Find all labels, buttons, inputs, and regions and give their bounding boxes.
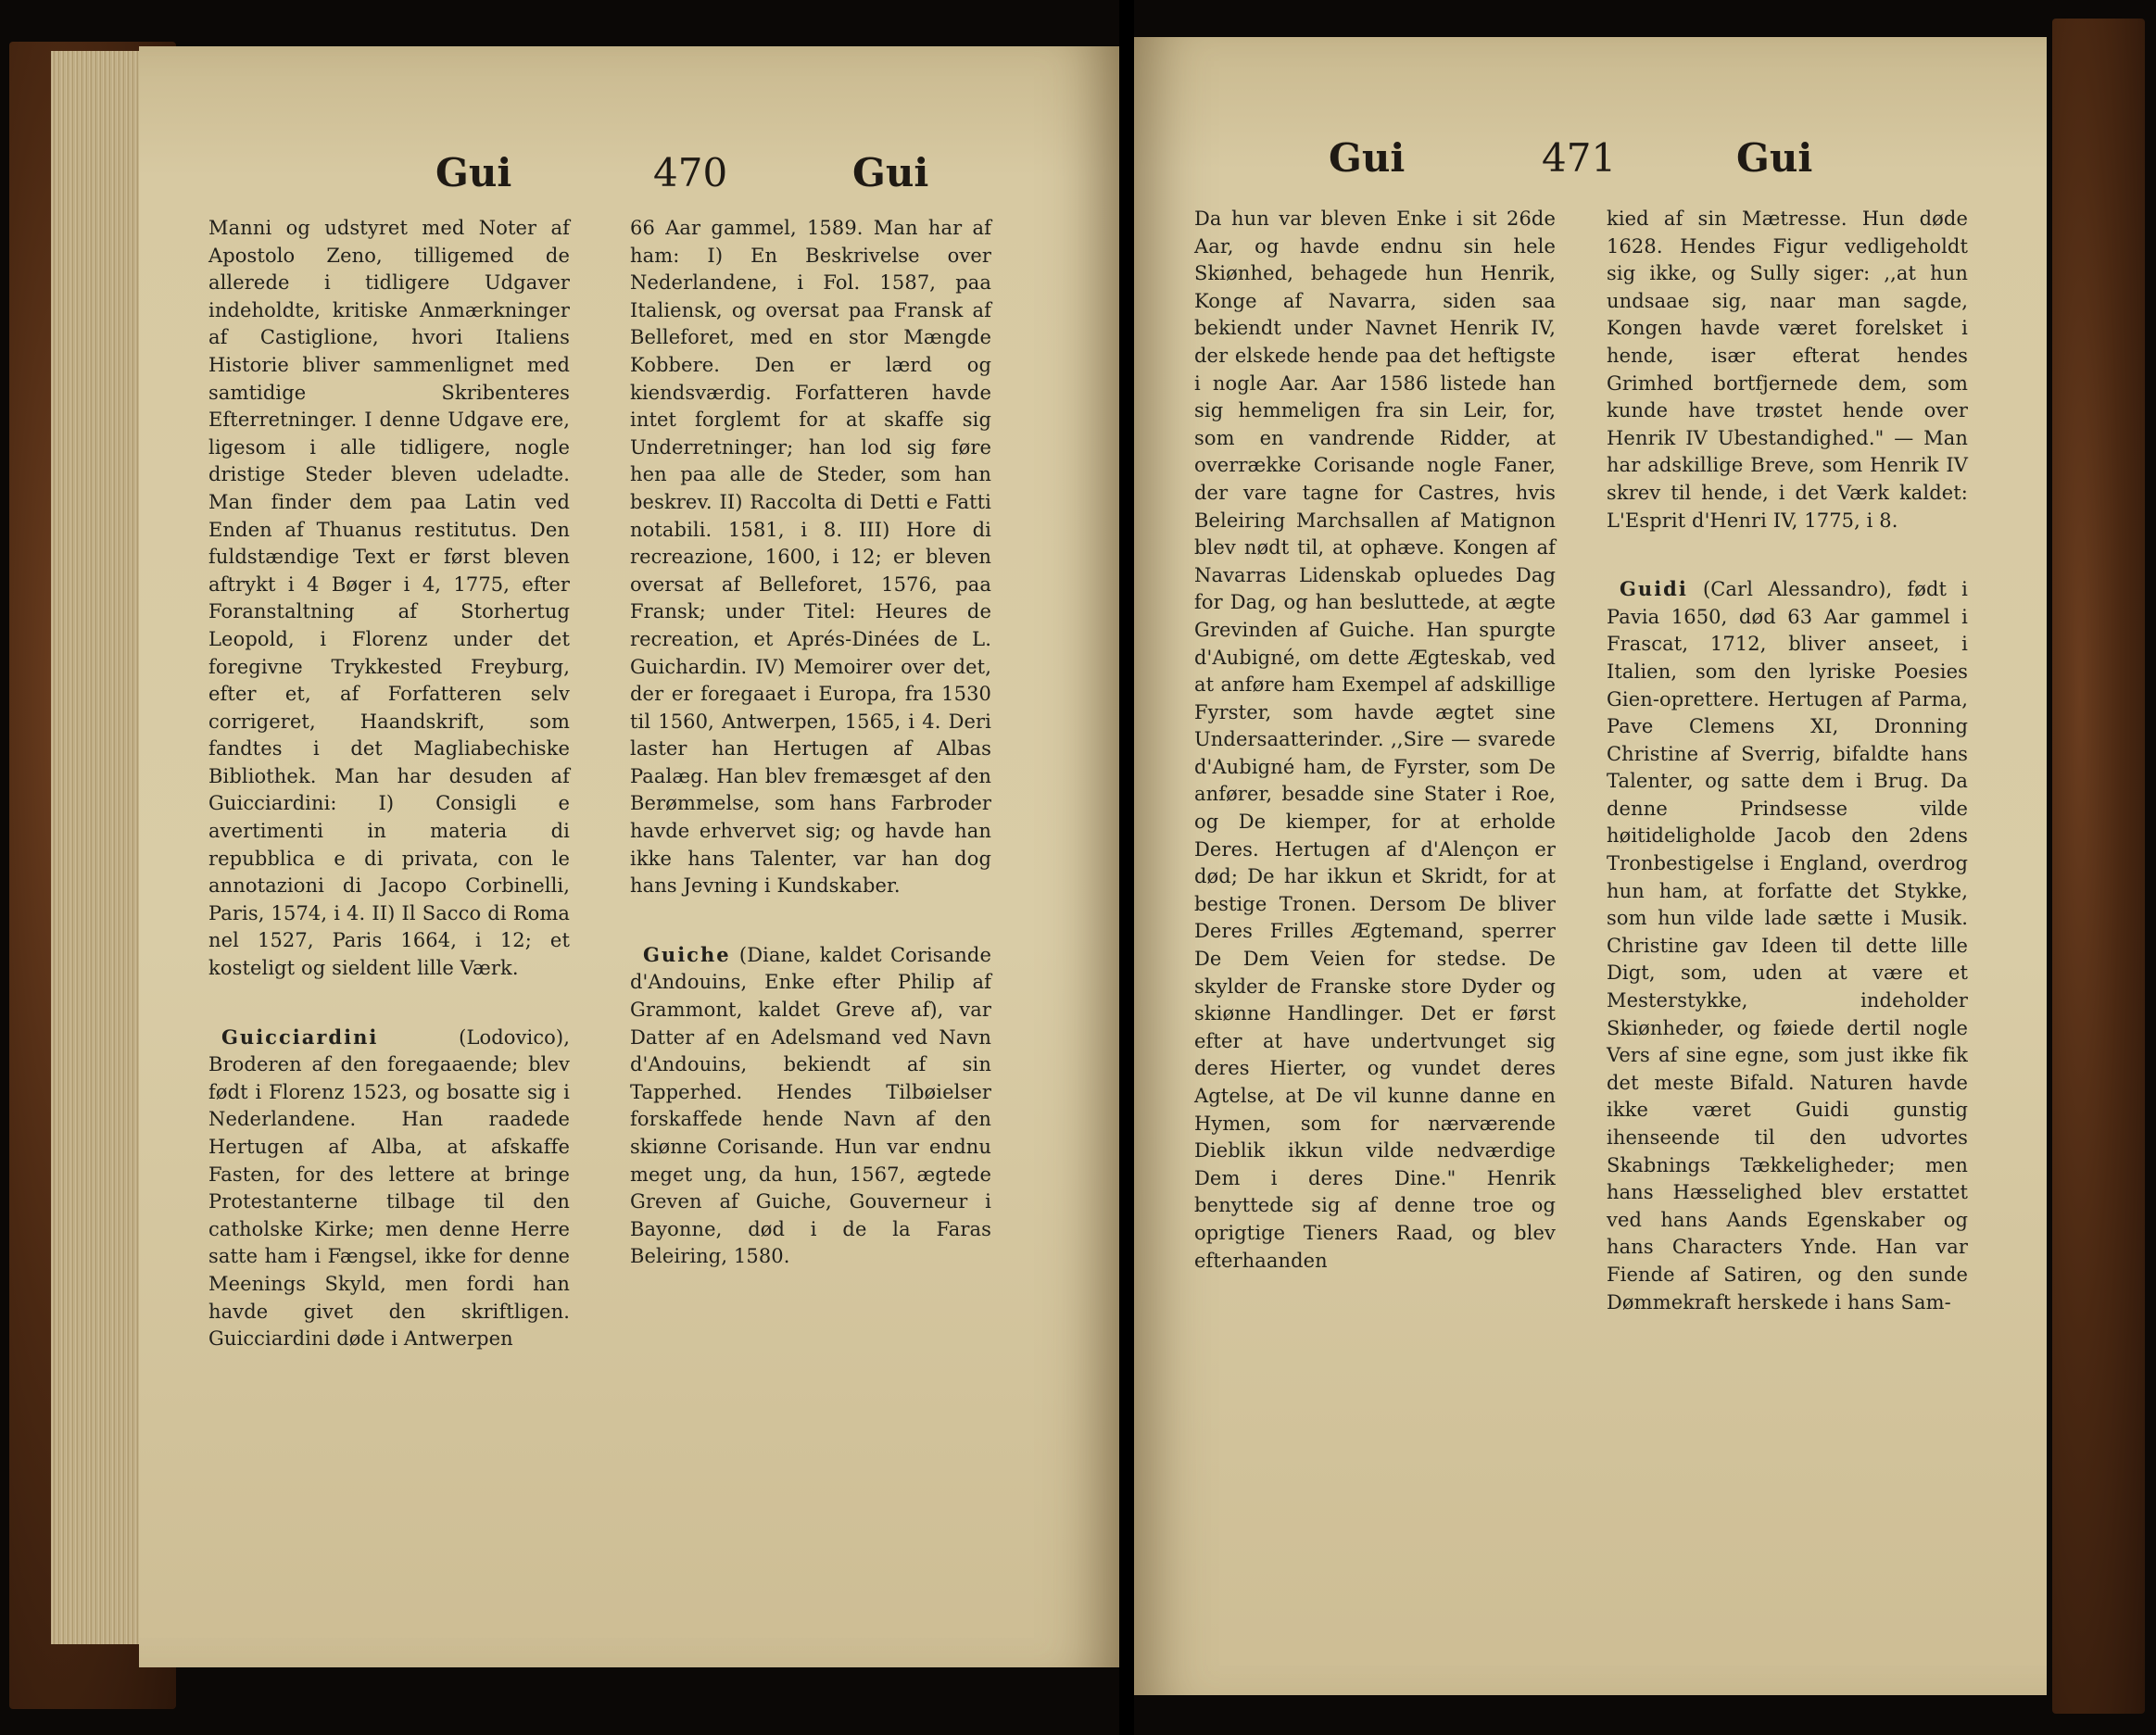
entry-headword: Guicciardini	[221, 1025, 379, 1049]
entry-headword: Guiche	[643, 942, 731, 966]
entry	[208, 1024, 570, 1353]
page-edges	[51, 51, 153, 1644]
page-number: 470	[653, 150, 728, 195]
paragraph: Da hun var bleven Enke i sit 26de Aar, og havde endnu sin hele Skiønhed, behagede hun Henrik, Konge af Navarra, siden saa bekiendt under Navnet Henrik IV, der elskede hende paa det heftigste i nogle Aar. Aar 1586 listede han sig hemmeligen fra sin Leir, for, som en vandrende Ridder, at overrække Corisande nogle Faner, der vare tagne for Castres, hvis Beleiring Marchsallen af Matignon blev nødt til, at ophæve. Kongen af Navarras Lidenskab opluedes Dag for Dag, og han besluttede, at ægte Grevinden af Guiche. Han spurgte d'Aubigné, om dette Ægteskab, ved at anføre ham Exempel af adskillige Fyrster, som havde ægtet sine Undersaatterinder. ,,Sire — svarede d'Aubigné ham, de Fyrster, som De anfører, besadde sine Stater i Roe, og De kiemper, for at erholde Deres. Hertugen af d'Alençon er død; De har ikkun et Skridt, for at bestige Tronen. Dersom De bliver Deres Frilles Ægtemand, sperrer De Dem Veien for stedse. De skylder de Franske store Dyder og skiønne Handlinger. Det er først efter at have undertvunget sig deres Hierter, og vundet deres Agtelse, at De vil kunne danne en Hymen, som for nærværende Dieblik ikkun vilde nedværdige Dem i deres Dine." Henrik benyttede sig af denne troe og oprigtige Tieners Raad, og blev efterhaanden	[1194, 207, 1556, 1272]
entry	[630, 941, 991, 1271]
running-head-left: Gui	[1329, 135, 1406, 181]
leather-cover-right	[2052, 19, 2145, 1714]
page-number: 471	[1542, 135, 1617, 181]
paragraph: Manni og udstyret med Noter af Apostolo Zeno, tilligemed de allerede i tidligere Udgaver indeholdte, kritiske Anmærkninger af Castiglione, hvori Italiens Historie bliver sammenlignet med samtidige Skribenteres Efterretninger. I denne Udgave ere, ligesom i alle tidligere, nogle dristige Steder bleven udeladte. Man finder dem paa Latin ved Enden af Thuanus restitutus. Den fuldstændige Text er først bleven aftrykt i 4 Bøger i 4, 1775, efter Foranstaltning af Storhertug Leopold, i Florenz under det foregivne Trykkested Freyburg, efter et, af Forfatteren selv corrigeret, Haandskrift, som fandtes i det Magliabechiske Bibliothek. Man har desuden af Guicciardini: I) Consigli e avertimenti in materia di repubblica e di privata, con le annotazioni di Jacopo Corbinelli, Paris, 1574, i 4. II) Il Sacco di Roma nel 1527, Paris 1664, i 12; et kosteligt og sieldent lille Værk.	[208, 217, 570, 980]
entry-headword: Guidi	[1620, 577, 1688, 601]
column-2	[1607, 206, 1968, 1316]
right-page	[1134, 37, 2047, 1695]
paragraph: kied af sin Mætresse. Hun døde 1628. Hendes Figur vedligeholdt sig ikke, og Sully siger: ,,at hun undsaae sig, naar man sagde, Kongen havde været forelsket i hende, især efterat hendes Grimhed bortfjernede dem, som kunde have trøstet hende over Henrik IV Ubestandighed." — Man har adskillige Breve, som Henrik IV skrev til hende, i det Værk kaldet: L'Esprit d'Henri IV, 1775, i 8.	[1607, 207, 1968, 532]
entry	[1607, 575, 1968, 1316]
running-head-left: Gui	[435, 150, 512, 195]
entry-text: (Diane, kaldet Corisande d'Andouins, Enke efter Philip af Grammont, kaldet Greve af), var Datter af en Adelsmand ved Navn d'Andouins, bekiendt af sin Tapperhed. Hendes Tilbøielser forskaffede hende Navn af den skiønne Corisande. Hun var endnu meget ung, da hun, 1567, ægtede Greven af Guiche, Gouverneur i Bayonne, død i de la Faras Beleiring, 1580.	[630, 943, 992, 1268]
left-page	[139, 46, 1119, 1667]
entry-text: (Lodovico), Broderen af den foregaaende; blev født i Florenz 1523, og bosatte sig i Nederlandene. Han raadede Hertugen af Alba, at afskaffe Fasten, for des lettere at bringe Protestanterne tilbage til den catholske Kirke; men denne Herre satte ham i Fængsel, ikke for denne Meenings Skyld, men fordi han havde givet den skriftligen. Guicciardini døde i Antwerpen	[208, 1025, 570, 1351]
spine-gutter	[1119, 0, 1134, 1735]
paragraph: 66 Aar gammel, 1589. Man har af ham: I) En Beskrivelse over Nederlandene, i Fol. 1587, paa Italiensk, og oversat paa Fransk af Belleforet, med en stor Mængde Kobbere. Den er lærd og kiendsværdig. Forfatteren havde intet forglemt for at skaffe sig Underretninger; han lod sig føre hen paa alle de Steder, som han beskrev. II) Raccolta di Detti e Fatti notabili. 1581, i 8. III) Hore di recreazione, 1600, i 12; er bleven oversat af Belleforet, 1576, paa Fransk; under Titel: Heures de recreation, et Aprés-Dinées de L. Guichardin. IV) Memoirer over det, der er foregaaet i Europa, fra 1530 til 1560, Antwerpen, 1565, i 4. Deri laster han Hertugen af Albas Paalæg. Han blev fremæsget af den Berømmelse, som hans Farbroder havde erhvervet sig; og havde han ikke hans Talenter, var han dog hans Jevning i Kundskaber.	[630, 217, 991, 898]
column-1	[1194, 206, 1556, 1275]
column-1	[208, 215, 570, 1353]
running-head-right: Gui	[852, 150, 929, 195]
running-head-right: Gui	[1736, 135, 1813, 181]
column-2	[630, 215, 991, 1271]
entry-text: (Carl Alessandro), født i Pavia 1650, død 63 Aar gammel i Frascat, 1712, bliver anseet, i Italien, som den lyriske Poesies Gien-oprettere. Hertugen af Parma, Pave Clemens XI, Dronning Christine af Sverrig, bifaldte hans Talenter, og satte dem i Brug. Da denne Prindsesse vilde høitideligholde Jacob den 2dens Tronbestigelse i England, overdrog hun ham, at forfatte det Stykke, som hun vilde lade sætte i Musik. Christine gav Ideen til dette lille Digt, som, uden at være et Mesterstykke, indeholder Skiønheder, og føiede dertil nogle Vers af sine egne, som just ikke fik det meste Bifald. Naturen havde ikke været Guidi gunstig ihenseende til den udvortes Skabnings Tækkeligheder; men hans Hæsselighed blev erstattet ved hans Aands Egenskaber og hans Characters Ynde. Han var Fiende af Satiren, og den sunde Dømmekraft herskede i hans Sam-	[1607, 578, 1968, 1314]
